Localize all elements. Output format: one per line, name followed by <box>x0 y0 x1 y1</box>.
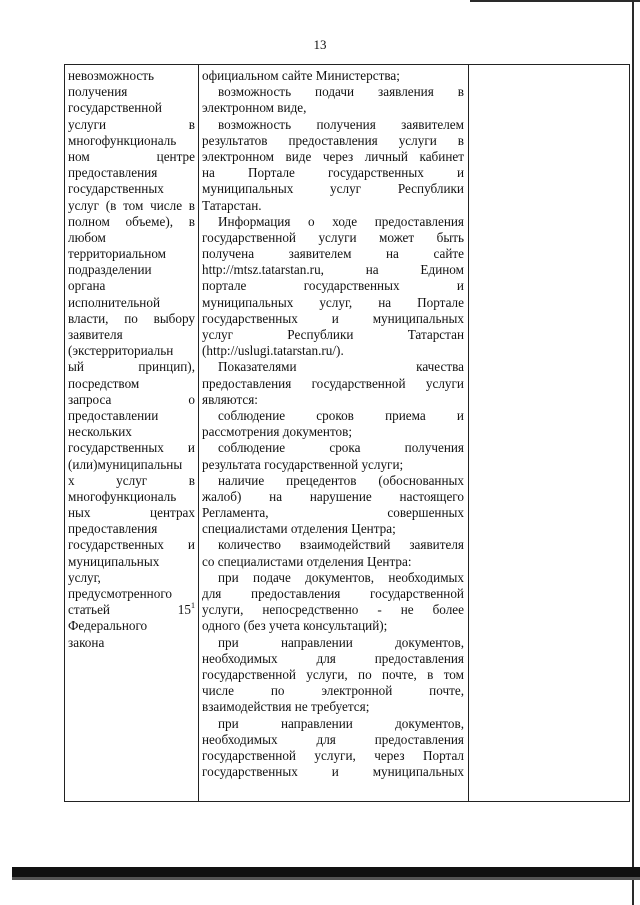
middle-cell-line: государственной услуги может быть <box>202 229 464 245</box>
left-cell-line: предоставления <box>68 165 158 181</box>
left-cell-line: органа <box>68 278 106 294</box>
left-cell-line: статьей $15^1$ <box>68 602 195 618</box>
middle-cell-line: услуги, непосредственно - не более <box>202 602 464 618</box>
middle-cell-line: необходимых для предоставления <box>202 650 464 666</box>
middle-cell-line: результата государственной услуги; <box>202 456 404 472</box>
left-cell-line: получения <box>68 84 128 100</box>
middle-cell-line: при подаче документов, необходимых <box>218 569 464 585</box>
middle-cell-line: услуг Республики Татарстан <box>202 327 464 342</box>
left-cell-line: закона <box>68 634 105 650</box>
middle-cell-line: числе по электронной почте, <box>202 683 464 699</box>
left-cell-line: невозможность <box>68 68 154 83</box>
left-cell-line: Федерального <box>68 618 148 634</box>
middle-cell-line: муниципальных услуг, на Портале <box>202 294 464 310</box>
middle-cell-line: наличие прецедентов (обоснованных <box>218 472 464 488</box>
left-cell-line: запроса о <box>68 391 195 407</box>
left-cell-line: многофункциональ <box>68 132 177 148</box>
regulation-table <box>64 64 630 802</box>
left-cell-line: любом <box>68 229 106 245</box>
column-divider-right <box>468 65 469 801</box>
middle-cell-line: рассмотрения документов; <box>202 424 353 440</box>
scan-bar-bottom-shadow <box>12 877 640 880</box>
left-cell-line: х услуг в <box>68 472 195 488</box>
middle-cell-line: государственных и муниципальных <box>202 310 464 326</box>
page-number: 13 <box>313 37 327 52</box>
left-cell-line: ном центре <box>68 148 195 164</box>
left-cell-line: предоставления <box>68 521 158 537</box>
left-cell-line: государственных и <box>68 440 195 456</box>
table-cell-left <box>68 68 195 651</box>
middle-cell-line: для предоставления государственной <box>202 586 464 601</box>
left-cell-line: ый принцип), <box>68 359 195 375</box>
column-divider-left <box>198 65 199 801</box>
table-cell-middle <box>202 68 464 780</box>
middle-cell-line: Показателями качества <box>218 359 464 375</box>
middle-cell-line: официальном сайте Министерства; <box>202 68 400 83</box>
left-cell-line: заявителя <box>68 327 123 342</box>
left-cell-line: предоставлении <box>68 407 159 423</box>
middle-cell-line: Регламента, совершенных <box>202 505 464 521</box>
left-cell-line: государственной <box>68 100 162 116</box>
middle-cell-line: соблюдение сроков приема и <box>218 407 464 423</box>
left-cell-line: муниципальных <box>68 553 160 569</box>
middle-cell-line: жалоб) на нарушение настоящего <box>202 488 464 504</box>
middle-cell-line: соблюдение срока получения <box>218 440 464 456</box>
footnote-superscript: 1 <box>191 602 195 610</box>
scan-edge-top <box>470 0 640 2</box>
middle-cell-line: Информация о ходе предоставления <box>218 213 464 229</box>
middle-cell-line: муниципальных услуг Республики <box>202 181 464 197</box>
left-cell-line: услуг, <box>68 569 101 585</box>
middle-cell-line: взаимодействия не требуется; <box>202 699 370 715</box>
middle-cell-line: одного (без учета консультаций); <box>202 618 388 634</box>
middle-cell-line: результатов предоставления услуги в <box>202 132 464 148</box>
middle-cell-line: электронном виде через личный кабинет <box>202 148 464 164</box>
middle-cell-line: государственных и муниципальных <box>202 764 464 780</box>
left-cell-line: государственных <box>68 181 164 197</box>
left-cell-line: многофункциональ <box>68 488 177 504</box>
scan-bar-bottom <box>12 867 640 877</box>
middle-cell-line: государственной услуги, через Портал <box>202 747 464 763</box>
left-cell-line: государственных и <box>68 537 195 553</box>
left-cell-line: посредством <box>68 375 140 391</box>
middle-cell-line: получена заявителем на сайте <box>202 246 464 262</box>
left-cell-line: нескольких <box>68 424 132 440</box>
middle-cell-line: электронном виде, <box>202 100 307 116</box>
middle-cell-line: специалистами отделения Центра; <box>202 521 396 537</box>
middle-cell-line: возможность получения заявителем <box>218 116 464 132</box>
middle-cell-line: при направлении документов, <box>218 634 464 650</box>
middle-cell-line: необходимых для предоставления <box>202 731 464 747</box>
middle-cell-line: при направлении документов, <box>218 715 464 731</box>
middle-cell-line: http://mtsz.tatarstan.ru, на Едином <box>202 262 464 278</box>
middle-cell-line: (http://uslugi.tatarstan.ru/). <box>202 343 344 359</box>
middle-cell-line: Татарстан. <box>202 197 262 213</box>
left-cell-line: услуг (в том числе в <box>68 197 195 213</box>
left-cell-line: предусмотренного <box>68 586 173 601</box>
middle-cell-line: являются: <box>202 391 258 407</box>
left-cell-line: полном объеме), в <box>68 213 195 229</box>
left-cell-line: ных центрах <box>68 505 195 521</box>
left-cell-line: услуги в <box>68 116 195 132</box>
middle-cell-line: возможность подачи заявления в <box>218 84 464 100</box>
middle-cell-line: со специалистами отделения Центра: <box>202 553 412 569</box>
left-cell-line: подразделении <box>68 262 152 278</box>
left-cell-line: (экстерриториальн <box>68 343 174 359</box>
left-cell-line: власти, по выбору <box>68 310 195 326</box>
middle-cell-line: государственной услуги, по почте, в том <box>202 666 464 682</box>
left-cell-line: территориальном <box>68 246 167 262</box>
middle-cell-line: предоставления государственной услуги <box>202 375 464 391</box>
middle-cell-line: на Портале государственных и <box>202 165 464 181</box>
left-cell-line: (или)муниципальны <box>68 456 183 472</box>
middle-cell-line: количество взаимодействий заявителя <box>218 537 464 553</box>
middle-cell-line: портале государственных и <box>202 278 464 294</box>
left-cell-line: исполнительной <box>68 294 161 310</box>
scan-edge-right <box>632 0 634 905</box>
